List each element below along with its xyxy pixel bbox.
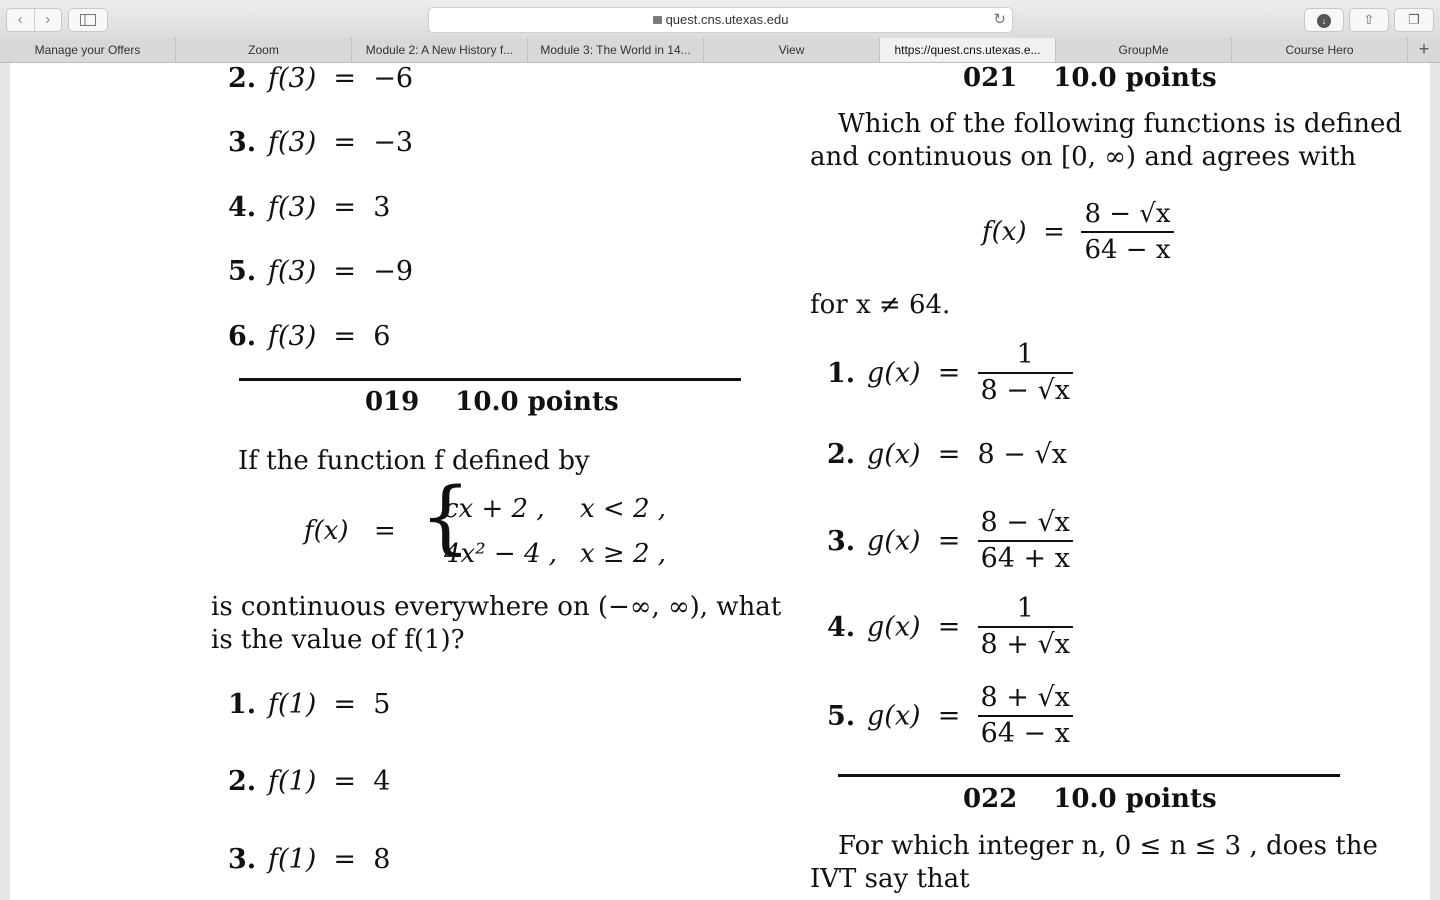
answer-option: 4. f(3) = 3 <box>228 192 391 223</box>
tab[interactable]: Manage your Offers <box>0 38 176 62</box>
forward-icon[interactable]: › <box>45 11 51 28</box>
lock-icon <box>653 16 662 24</box>
share-icon: ⇧ <box>1363 12 1375 27</box>
tab[interactable]: GroupMe <box>1056 38 1232 62</box>
download-icon: ↓ <box>1317 14 1331 28</box>
tab[interactable]: Zoom <box>176 38 352 62</box>
page-content <box>10 63 1430 900</box>
tab[interactable]: Module 2: A New History f... <box>352 38 528 62</box>
browser-toolbar <box>0 0 1440 39</box>
answer-option[interactable]: 3. g(x) = $\frac{8 - √x}{64 + x}$ <box>827 506 1073 576</box>
new-tab-icon[interactable]: + <box>1418 39 1430 59</box>
tab[interactable]: Module 3: The World in 14... <box>528 38 704 62</box>
question-intro: If the function f defined by <box>238 446 590 476</box>
sidebar-icon <box>80 14 96 26</box>
question-text: is continuous everywhere on (−∞, ∞), what is the value of f(1)? <box>211 592 782 655</box>
nav-buttons <box>6 8 62 32</box>
downloads-button[interactable] <box>1304 8 1344 32</box>
sidebar-toggle-button[interactable] <box>68 8 108 32</box>
address-bar[interactable] <box>428 7 1013 33</box>
tab[interactable]: View <box>704 38 880 62</box>
brace-symbol: { <box>420 470 471 563</box>
answer-option[interactable]: 1. f(1) = 5 <box>228 689 391 720</box>
piecewise-function: f(x) = { cx + 2 , x < 2 , 4x² − 4 , x ≥ 2 , <box>304 470 667 569</box>
answer-option: 5. f(3) = −9 <box>228 256 414 287</box>
answer-option[interactable]: 3. f(1) = 8 <box>228 844 391 875</box>
tab-overview-button[interactable] <box>1394 8 1434 32</box>
question-header-021: 021 10.0 points <box>963 63 1217 93</box>
answer-option[interactable]: 2. g(x) = 8 − √x <box>827 439 1067 470</box>
answer-option[interactable]: 2. f(1) = 4 <box>228 766 391 797</box>
answer-option[interactable]: 4. g(x) = $\frac{1}{8 + √x}$ <box>827 592 1073 662</box>
given-function: f(x) = $\frac{8 - √x}{64 - x}$ <box>982 197 1174 267</box>
url-text: quest.cns.utexas.edu <box>665 12 789 27</box>
answer-option: 3. f(3) = −3 <box>228 127 414 158</box>
tabs-icon: ❐ <box>1408 12 1420 27</box>
question-text: For which integer n, 0 ≤ n ≤ 3 , does the IVT say that <box>810 831 1378 894</box>
question-divider <box>838 774 1340 777</box>
answer-option[interactable]: 5. g(x) = $\frac{8 + √x}{64 - x}$ <box>827 681 1073 751</box>
question-text: Which of the following functions is defined and continuous on [0, ∞) and agrees with <box>810 109 1403 172</box>
back-icon[interactable]: ‹ <box>7 9 35 31</box>
question-divider <box>239 378 741 381</box>
reload-icon[interactable]: ↻ <box>993 11 1006 28</box>
domain-condition: for x ≠ 64. <box>810 290 951 320</box>
answer-option: 6. f(3) = 6 <box>228 321 391 352</box>
answer-option[interactable]: 1. g(x) = $\frac{1}{8 - √x}$ <box>827 338 1073 408</box>
question-header-019: 019 10.0 points <box>365 387 619 417</box>
tab[interactable]: Course Hero <box>1232 38 1408 62</box>
tab-active[interactable]: https://quest.cns.utexas.e... <box>880 38 1056 62</box>
share-button[interactable] <box>1349 8 1389 32</box>
tab-bar <box>0 38 1440 63</box>
question-header-022: 022 10.0 points <box>963 784 1217 814</box>
answer-option: 2. f(3) = −6 <box>228 63 414 94</box>
